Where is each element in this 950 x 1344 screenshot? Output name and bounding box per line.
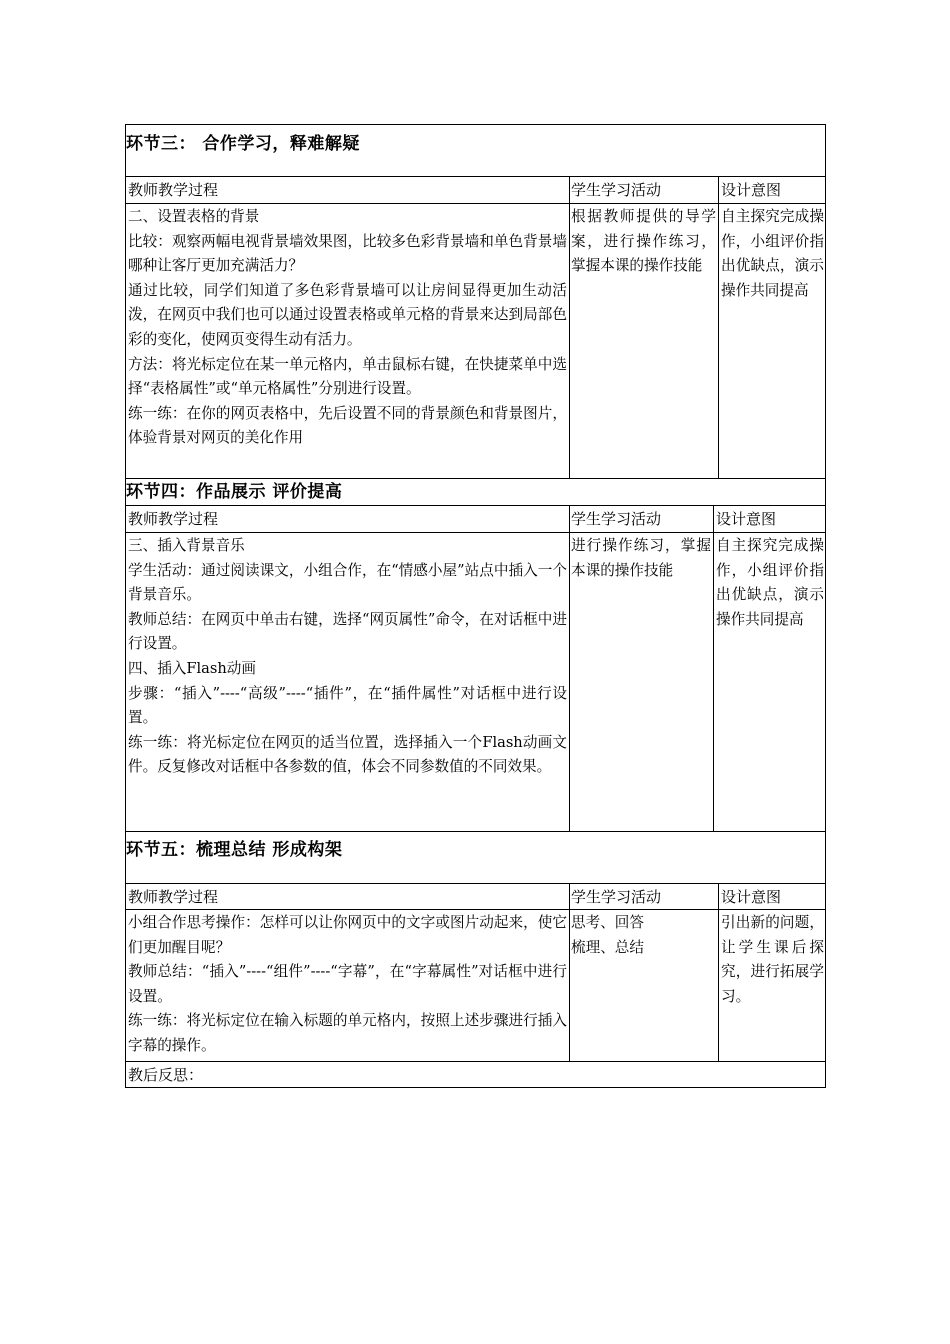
divider [126,831,825,832]
column-divider [718,883,719,1061]
column-divider [569,505,570,831]
section3-teacher-cell [128,205,567,451]
paragraph: 二、设置表格的背景 [128,208,260,225]
section4-col-student: 学生学习活动 [571,510,662,528]
section4-heading: 环节四：作品展示 评价提高 [126,482,343,502]
column-divider [718,176,719,478]
section5-intent-cell [721,911,824,1009]
paragraph: 自主探究完成操作，小组评价指出优缺点，演示操作共同提高 [721,208,824,299]
divider [126,203,825,204]
section3-heading: 环节三： 合作学习，释难解疑 [126,134,360,154]
section5-student-cell [571,911,716,960]
column-divider [569,883,570,1061]
paragraph: 梳理、总结 [571,938,644,956]
paragraph: 练一练：将光标定位在网页的适当位置，选择插入一个Flash动画文件。反复修改对话框中各参数的值，体会不同参数值的不同效果。 [128,733,567,776]
paragraph: 小组合作思考操作：怎样可以让你网页中的文字或图片动起来，使它们更加醒目呢？ [128,914,567,956]
paragraph: 引出新的问题，让学生课后探究，进行拓展学习。 [721,914,824,1005]
paragraph: 学生活动：通过阅读课文，小组合作，在“情感小屋”站点中插入一个背景音乐。 [128,561,567,604]
paragraph: 自主探究完成操作，小组评价指出优缺点，演示操作共同提高 [716,537,824,628]
paragraph: 教师总结：在网页中单击右键，选择“网页属性”命令，在对话框中进行设置。 [128,610,567,653]
section3-col-teacher: 教师教学过程 [128,181,219,199]
section5-col-intent: 设计意图 [721,888,782,906]
section3-col-intent: 设计意图 [721,181,782,199]
section4-col-teacher: 教师教学过程 [128,510,219,528]
paragraph: 教师总结：“插入”----“组件”----“字幕”，在“字幕属性”对话框中进行设置。 [128,963,567,1005]
paragraph: 通过比较，同学们知道了多色彩背景墙可以让房间显得更加生动活泼，在网页中我们也可以通过设置表格或单元格的背景来达到局部色彩的变化，使网页变得生动有活力。 [128,281,567,348]
section4-teacher-cell [128,534,567,780]
paragraph: 步骤：“插入”----“高级”----“插件”，在“插件属性”对话框中进行设置。 [128,684,567,727]
section5-teacher-cell [128,911,567,1059]
reflection-label: 教后反思： [128,1066,204,1084]
section5-col-student: 学生学习活动 [571,888,662,906]
section5-col-teacher: 教师教学过程 [128,888,219,906]
column-divider [569,176,570,478]
paragraph: 方法：将光标定位在某一单元格内，单击鼠标右键，在快捷菜单中选择“表格属性”或“单元格属性”分别进行设置。 [128,355,567,398]
divider [126,176,825,177]
paragraph: 四、插入Flash动画 [128,659,256,677]
divider [126,478,825,479]
paragraph: 练一练：在你的网页表格中，先后设置不同的背景颜色和背景图片，体验背景对网页的美化作用 [128,404,567,447]
paragraph: 进行操作练习，掌握本课的操作技能 [571,537,711,579]
lesson-plan-table [125,124,826,1088]
column-divider [713,505,714,831]
section4-student-cell [571,534,711,583]
section4-col-intent: 设计意图 [716,510,777,528]
paragraph: 比较：观察两幅电视背景墙效果图，比较多色彩背景墙和单色背景墙哪种让客厅更加充满活力？ [128,232,567,275]
paragraph: 根据教师提供的导学案，进行操作练习，掌握本课的操作技能 [571,208,716,275]
paragraph: 三、插入背景音乐 [128,537,245,554]
paragraph: 思考、回答 [571,914,644,931]
section3-intent-cell [721,205,824,303]
section3-student-cell [571,205,716,279]
divider [126,883,825,884]
divider [126,532,825,533]
divider [126,505,825,506]
paragraph: 练一练：将光标定位在输入标题的单元格内，按照上述步骤进行插入字幕的操作。 [128,1012,567,1054]
divider [126,909,825,910]
section3-col-student: 学生学习活动 [571,181,662,199]
section5-heading: 环节五：梳理总结 形成构架 [126,840,343,860]
section4-intent-cell [716,534,824,632]
divider [126,1061,825,1062]
